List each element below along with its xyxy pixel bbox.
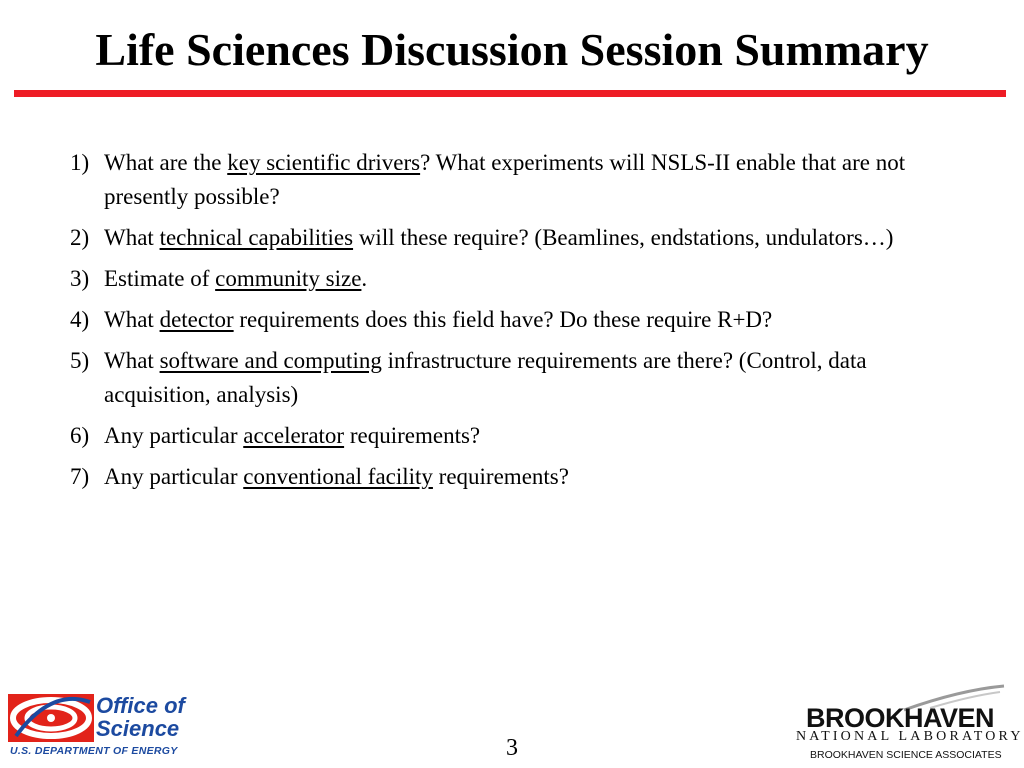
item-text <box>104 460 960 494</box>
item-text-before: Estimate of <box>104 266 216 291</box>
item-text-before: What <box>104 348 160 373</box>
item-text <box>104 419 960 453</box>
item-text-after: . <box>361 266 368 291</box>
bnl-subtitle: NATIONAL LABORATORY <box>796 729 1024 744</box>
list-item <box>60 221 960 255</box>
item-number: 1) <box>70 150 90 175</box>
item-keyword: software and computing <box>159 348 382 373</box>
item-text-after: will these require? (Beamlines, endstations, undulators…) <box>353 225 894 250</box>
list-item <box>60 303 960 337</box>
item-text-after: requirements? <box>344 423 481 448</box>
item-keyword: detector <box>159 307 234 332</box>
item-text <box>104 344 960 412</box>
item-text-after: requirements does this field have? Do these require R+D? <box>233 307 773 332</box>
office-line-2: Science <box>96 716 180 741</box>
item-number: 2) <box>70 225 90 250</box>
item-text-before: Any particular <box>104 423 244 448</box>
item-text-before: What <box>104 225 160 250</box>
item-text <box>104 303 960 337</box>
doe-label: U.S. DEPARTMENT OF ENERGY <box>10 745 178 757</box>
bsa-label: BROOKHAVEN SCIENCE ASSOCIATES <box>810 749 1002 761</box>
item-text-after: infrastructure requirements are there? (Control, data acquisition, analysis) <box>104 348 867 407</box>
list-item <box>60 460 960 494</box>
item-number: 4) <box>70 307 90 332</box>
list-item <box>60 419 960 453</box>
item-text-before: Any particular <box>104 464 244 489</box>
item-number: 3) <box>70 266 90 291</box>
item-number: 7) <box>70 464 90 489</box>
bnl-wordmark: BROOKHAVEN <box>806 703 995 733</box>
item-text <box>104 262 960 296</box>
item-text <box>104 221 960 255</box>
item-text <box>104 146 960 214</box>
item-text-before: What are the <box>104 150 228 175</box>
list-item <box>60 344 960 412</box>
item-keyword: community size <box>215 266 362 291</box>
item-keyword: technical capabilities <box>159 225 354 250</box>
page-number: 3 <box>506 735 518 761</box>
item-number: 5) <box>70 348 90 373</box>
item-keyword: conventional facility <box>243 464 433 489</box>
office-of-science-wordmark <box>96 694 185 740</box>
list-item <box>60 262 960 296</box>
slide-title: Life Sciences Discussion Session Summary <box>95 24 929 75</box>
item-text-before: What <box>104 307 160 332</box>
question-list <box>60 146 960 501</box>
list-item <box>60 146 960 214</box>
item-number: 6) <box>70 423 90 448</box>
title-divider <box>14 90 1006 97</box>
item-keyword: key scientific drivers <box>227 150 421 175</box>
item-text-after: ? What experiments will NSLS-II enable that are not presently possible? <box>104 150 906 209</box>
office-line-1: Office of <box>96 693 185 718</box>
item-text-after: requirements? <box>432 464 569 489</box>
item-keyword: accelerator <box>243 423 345 448</box>
